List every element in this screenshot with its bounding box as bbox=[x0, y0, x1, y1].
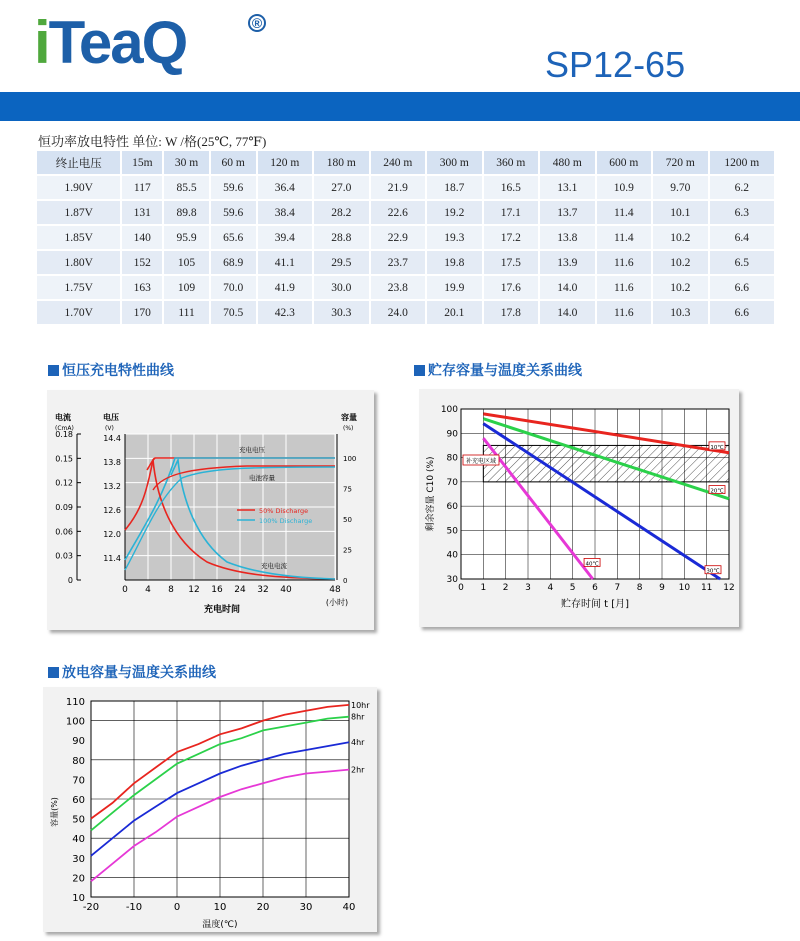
table-cell: 11.6 bbox=[597, 251, 654, 276]
table-body bbox=[37, 176, 776, 326]
table-header-cell: 15m bbox=[122, 151, 164, 176]
annotation-charge-current: 充电电流 bbox=[261, 562, 287, 570]
table-cell: 1.87V bbox=[37, 201, 122, 226]
table-cell: 17.6 bbox=[484, 276, 541, 301]
table-cell: 41.1 bbox=[258, 251, 315, 276]
table-cell: 6.3 bbox=[710, 201, 776, 226]
constant-power-table bbox=[37, 151, 776, 326]
table-cell: 1.85V bbox=[37, 226, 122, 251]
x-tick-label: 16 bbox=[211, 585, 223, 595]
y-tick-label: 100 bbox=[440, 405, 458, 415]
table-cell: 13.9 bbox=[540, 251, 597, 276]
table-cell: 11.4 bbox=[597, 201, 654, 226]
y-tick-label: 60 bbox=[72, 795, 85, 806]
y-tick-label: 80 bbox=[72, 755, 85, 767]
x-tick-label: 24 bbox=[234, 585, 246, 595]
table-header-cell: 720 m bbox=[653, 151, 710, 176]
annotation-charge-voltage: 充电电压 bbox=[239, 446, 265, 454]
table-cell: 6.4 bbox=[710, 226, 776, 251]
table-header-cell: 60 m bbox=[211, 151, 258, 176]
table-cell: 17.2 bbox=[484, 226, 541, 251]
table-cell: 1.90V bbox=[37, 176, 122, 201]
table-cell: 17.5 bbox=[484, 251, 541, 276]
x-tick-label: 40 bbox=[342, 902, 356, 913]
table-cell: 1.70V bbox=[37, 301, 122, 326]
x-tick-label: -10 bbox=[125, 902, 143, 913]
discharge-chart bbox=[43, 687, 377, 932]
table-cell: 19.3 bbox=[427, 226, 484, 251]
x-tick-label: 7 bbox=[614, 583, 621, 593]
table-cell: 13.1 bbox=[540, 176, 597, 201]
model-number: SP12-65 bbox=[545, 44, 686, 85]
table-cell: 16.5 bbox=[484, 176, 541, 201]
right-tick-label: 25 bbox=[343, 546, 352, 555]
table-header-cell: 30 m bbox=[164, 151, 211, 176]
left-axis-label: 电流 bbox=[55, 413, 71, 422]
table-cell: 10.3 bbox=[653, 301, 710, 326]
right-tick-label: 50 bbox=[343, 516, 352, 524]
storage-chart-panel bbox=[419, 389, 739, 627]
x-tick-label: 1 bbox=[480, 583, 487, 593]
table-cell: 6.2 bbox=[710, 176, 776, 201]
table-cell: 41.9 bbox=[258, 276, 315, 301]
y-tick-label: 30 bbox=[446, 575, 458, 585]
table-cell: 17.8 bbox=[484, 301, 541, 326]
table-header-cell: 480 m bbox=[540, 151, 597, 176]
table-cell: 38.4 bbox=[258, 201, 315, 226]
table-header-cell: 1200 m bbox=[710, 151, 776, 176]
table-cell: 10.9 bbox=[597, 176, 654, 201]
table-cell: 18.7 bbox=[427, 176, 484, 201]
x-axis-label: 贮存时间 t [月] bbox=[560, 599, 630, 610]
table-row bbox=[37, 201, 776, 226]
recharge-band bbox=[483, 445, 729, 481]
charge-chart-panel bbox=[47, 390, 374, 630]
table-cell: 111 bbox=[164, 301, 211, 326]
right-axis-label: 容量 bbox=[341, 413, 357, 422]
table-cell: 28.2 bbox=[314, 201, 371, 226]
x-tick-label: 10 bbox=[213, 902, 227, 913]
table-cell: 117 bbox=[122, 176, 164, 201]
series-label: 30℃ bbox=[706, 568, 720, 575]
series-label: 40℃ bbox=[585, 561, 599, 568]
table-cell: 17.1 bbox=[484, 201, 541, 226]
x-tick-label: 10 bbox=[678, 583, 691, 593]
legend-label-50: 50% Discharge bbox=[259, 507, 309, 515]
series-label: 10℃ bbox=[710, 444, 724, 451]
x-axis-label: 充电时间 bbox=[203, 605, 241, 615]
section-title-discharge: 放电容量与温度关系曲线 bbox=[48, 662, 216, 682]
left-tick-label: 0.03 bbox=[55, 551, 73, 561]
series-label: 2hr bbox=[351, 765, 365, 775]
y-tick-label: 10 bbox=[72, 893, 85, 904]
table-cell: 21.9 bbox=[371, 176, 428, 201]
table-cell: 1.75V bbox=[37, 276, 122, 301]
table-cell: 109 bbox=[164, 276, 211, 301]
table-cell: 95.9 bbox=[164, 226, 211, 251]
table-header-cell: 240 m bbox=[371, 151, 428, 176]
table-cell: 30.0 bbox=[314, 276, 371, 301]
x-tick-label: 8 bbox=[168, 585, 174, 595]
annotation-battery-capacity: 电池容量 bbox=[249, 474, 275, 482]
table-row bbox=[37, 301, 776, 326]
table-cell: 14.0 bbox=[540, 301, 597, 326]
table-cell: 36.4 bbox=[258, 176, 315, 201]
x-tick-label: 12 bbox=[723, 583, 735, 593]
right-tick-label: 0 bbox=[343, 577, 348, 585]
table-cell: 22.6 bbox=[371, 201, 428, 226]
left-axis-unit: (CmA) bbox=[55, 425, 74, 432]
x-tick-label: 12 bbox=[188, 585, 200, 595]
table-cell: 105 bbox=[164, 251, 211, 276]
x-tick-label: 3 bbox=[525, 583, 531, 593]
x-tick-label: 30 bbox=[299, 902, 313, 913]
x-tick-label: 4 bbox=[145, 585, 151, 595]
table-cell: 6.5 bbox=[710, 251, 776, 276]
table-cell: 14.0 bbox=[540, 276, 597, 301]
table-cell: 28.8 bbox=[314, 226, 371, 251]
y-tick-label: 40 bbox=[72, 834, 85, 846]
y-tick-label: 70 bbox=[446, 477, 458, 488]
x-tick-label: 9 bbox=[659, 583, 665, 593]
table-header-cell: 600 m bbox=[597, 151, 654, 176]
table-cell: 9.70 bbox=[653, 176, 710, 201]
table-cell: 10.2 bbox=[653, 251, 710, 276]
table-cell: 27.0 bbox=[314, 176, 371, 201]
table-cell: 19.9 bbox=[427, 276, 484, 301]
table-cell: 70.0 bbox=[211, 276, 258, 301]
table-cell: 20.1 bbox=[427, 301, 484, 326]
y-axis-label: 容量(%) bbox=[50, 797, 59, 827]
left-tick-label: 0.18 bbox=[55, 430, 73, 439]
section-title-charge: 恒压充电特性曲线 bbox=[48, 360, 174, 380]
table-cell: 6.6 bbox=[710, 276, 776, 301]
band-label: 补充电区域 bbox=[465, 458, 497, 465]
series-label: 8hr bbox=[351, 712, 365, 722]
table-cell: 13.8 bbox=[540, 226, 597, 251]
x-tick-label: 40 bbox=[280, 585, 292, 595]
mid-tick-label: 12.0 bbox=[103, 530, 121, 539]
x-tick-label: 11 bbox=[700, 583, 713, 593]
table-cell: 23.8 bbox=[371, 276, 428, 301]
x-tick-label: 4 bbox=[547, 583, 554, 593]
y-tick-label: 90 bbox=[446, 429, 458, 440]
right-axis-unit: (%) bbox=[343, 425, 354, 432]
table-cell: 59.6 bbox=[211, 201, 258, 226]
table-cell: 11.4 bbox=[597, 226, 654, 251]
table-cell: 140 bbox=[122, 226, 164, 251]
table-cell: 30.3 bbox=[314, 301, 371, 326]
y-tick-label: 20 bbox=[72, 873, 85, 885]
table-cell: 13.7 bbox=[540, 201, 597, 226]
y-tick-label: 80 bbox=[446, 453, 458, 464]
discharge-chart-panel bbox=[43, 687, 377, 932]
charge-chart bbox=[47, 390, 374, 630]
table-cell: 85.5 bbox=[164, 176, 211, 201]
table-title: 恒功率放电特性 单位: W /格(25℃, 77℉) bbox=[38, 134, 267, 149]
x-axis-unit: (小时) bbox=[325, 598, 349, 607]
header bbox=[0, 0, 800, 92]
table-cell: 89.8 bbox=[164, 201, 211, 226]
y-tick-label: 100 bbox=[65, 716, 85, 728]
left-tick-label: 0.09 bbox=[55, 503, 73, 512]
left-tick-label: 0.15 bbox=[55, 454, 73, 464]
table-cell: 24.0 bbox=[371, 301, 428, 326]
right-tick-label: 100 bbox=[343, 455, 357, 463]
left-tick-label: 0.06 bbox=[55, 527, 73, 537]
mid-tick-label: 13.2 bbox=[103, 482, 121, 491]
y-tick-label: 50 bbox=[446, 526, 458, 537]
table-cell: 6.6 bbox=[710, 301, 776, 326]
mid-axis-unit: (V) bbox=[105, 425, 114, 432]
left-tick-label: 0.12 bbox=[55, 478, 73, 488]
x-tick-label: 5 bbox=[569, 583, 576, 593]
brand-logo: iTeaQ ® bbox=[34, 8, 186, 78]
y-tick-label: 60 bbox=[446, 502, 458, 513]
table-header-cell: 终止电压 bbox=[37, 151, 122, 176]
table-cell: 42.3 bbox=[258, 301, 315, 326]
table-cell: 70.5 bbox=[211, 301, 258, 326]
header-band bbox=[0, 92, 800, 121]
right-tick-label: 75 bbox=[343, 485, 352, 494]
x-tick-label: 8 bbox=[636, 583, 643, 593]
table-cell: 131 bbox=[122, 201, 164, 226]
mid-tick-label: 14.4 bbox=[103, 434, 121, 443]
mid-tick-label: 12.6 bbox=[103, 506, 121, 515]
storage-chart bbox=[419, 389, 739, 627]
table-cell: 10.1 bbox=[653, 201, 710, 226]
table-row bbox=[37, 176, 776, 201]
mid-tick-label: 13.8 bbox=[103, 458, 121, 467]
table-header-row bbox=[37, 151, 776, 176]
table-cell: 22.9 bbox=[371, 226, 428, 251]
table-cell: 170 bbox=[122, 301, 164, 326]
y-tick-label: 50 bbox=[72, 814, 85, 826]
table-row bbox=[37, 276, 776, 301]
table-cell: 39.4 bbox=[258, 226, 315, 251]
legend-label-100: 100% Discharge bbox=[259, 517, 313, 525]
section-title-storage: 贮存容量与温度关系曲线 bbox=[414, 360, 582, 380]
x-tick-label: 6 bbox=[592, 583, 598, 593]
y-tick-label: 90 bbox=[72, 736, 85, 748]
table-row bbox=[37, 226, 776, 251]
series-label: 4hr bbox=[351, 738, 365, 748]
y-axis-label: 剩余容量 C10 (%) bbox=[426, 456, 436, 532]
y-tick-label: 110 bbox=[65, 697, 85, 708]
y-tick-label: 30 bbox=[72, 853, 85, 865]
y-tick-label: 40 bbox=[446, 550, 458, 561]
bullet-square-icon bbox=[414, 365, 425, 376]
mid-axis-label: 电压 bbox=[103, 413, 119, 422]
series-label: 20℃ bbox=[710, 488, 724, 495]
table-header-cell: 300 m bbox=[427, 151, 484, 176]
table-header-cell: 120 m bbox=[258, 151, 315, 176]
x-tick-label: 48 bbox=[329, 585, 341, 595]
y-tick-label: 70 bbox=[72, 775, 85, 787]
table-cell: 65.6 bbox=[211, 226, 258, 251]
table-cell: 19.8 bbox=[427, 251, 484, 276]
table-cell: 68.9 bbox=[211, 251, 258, 276]
x-tick-label: 0 bbox=[122, 585, 128, 595]
x-tick-label: 0 bbox=[458, 583, 464, 593]
table-cell: 11.6 bbox=[597, 276, 654, 301]
table-row bbox=[37, 251, 776, 276]
table-header-cell: 360 m bbox=[484, 151, 541, 176]
table-cell: 29.5 bbox=[314, 251, 371, 276]
x-tick-label: 0 bbox=[173, 902, 181, 913]
x-axis-label: 温度(℃) bbox=[202, 920, 238, 930]
table-cell: 19.2 bbox=[427, 201, 484, 226]
table-cell: 1.80V bbox=[37, 251, 122, 276]
x-tick-label: 32 bbox=[257, 585, 269, 595]
table-cell: 59.6 bbox=[211, 176, 258, 201]
table-cell: 11.6 bbox=[597, 301, 654, 326]
table-cell: 152 bbox=[122, 251, 164, 276]
table-cell: 23.7 bbox=[371, 251, 428, 276]
x-tick-label: 2 bbox=[502, 583, 509, 593]
bullet-square-icon bbox=[48, 365, 59, 376]
bullet-square-icon bbox=[48, 667, 59, 678]
x-tick-label: -20 bbox=[82, 902, 100, 913]
series-label: 10hr bbox=[351, 700, 370, 710]
table-cell: 163 bbox=[122, 276, 164, 301]
table-header-cell: 180 m bbox=[314, 151, 371, 176]
x-tick-label: 20 bbox=[256, 902, 270, 913]
mid-tick-label: 11.4 bbox=[103, 554, 121, 563]
table-cell: 10.2 bbox=[653, 226, 710, 251]
table-cell: 10.2 bbox=[653, 276, 710, 301]
left-tick-label: 0 bbox=[67, 576, 73, 585]
